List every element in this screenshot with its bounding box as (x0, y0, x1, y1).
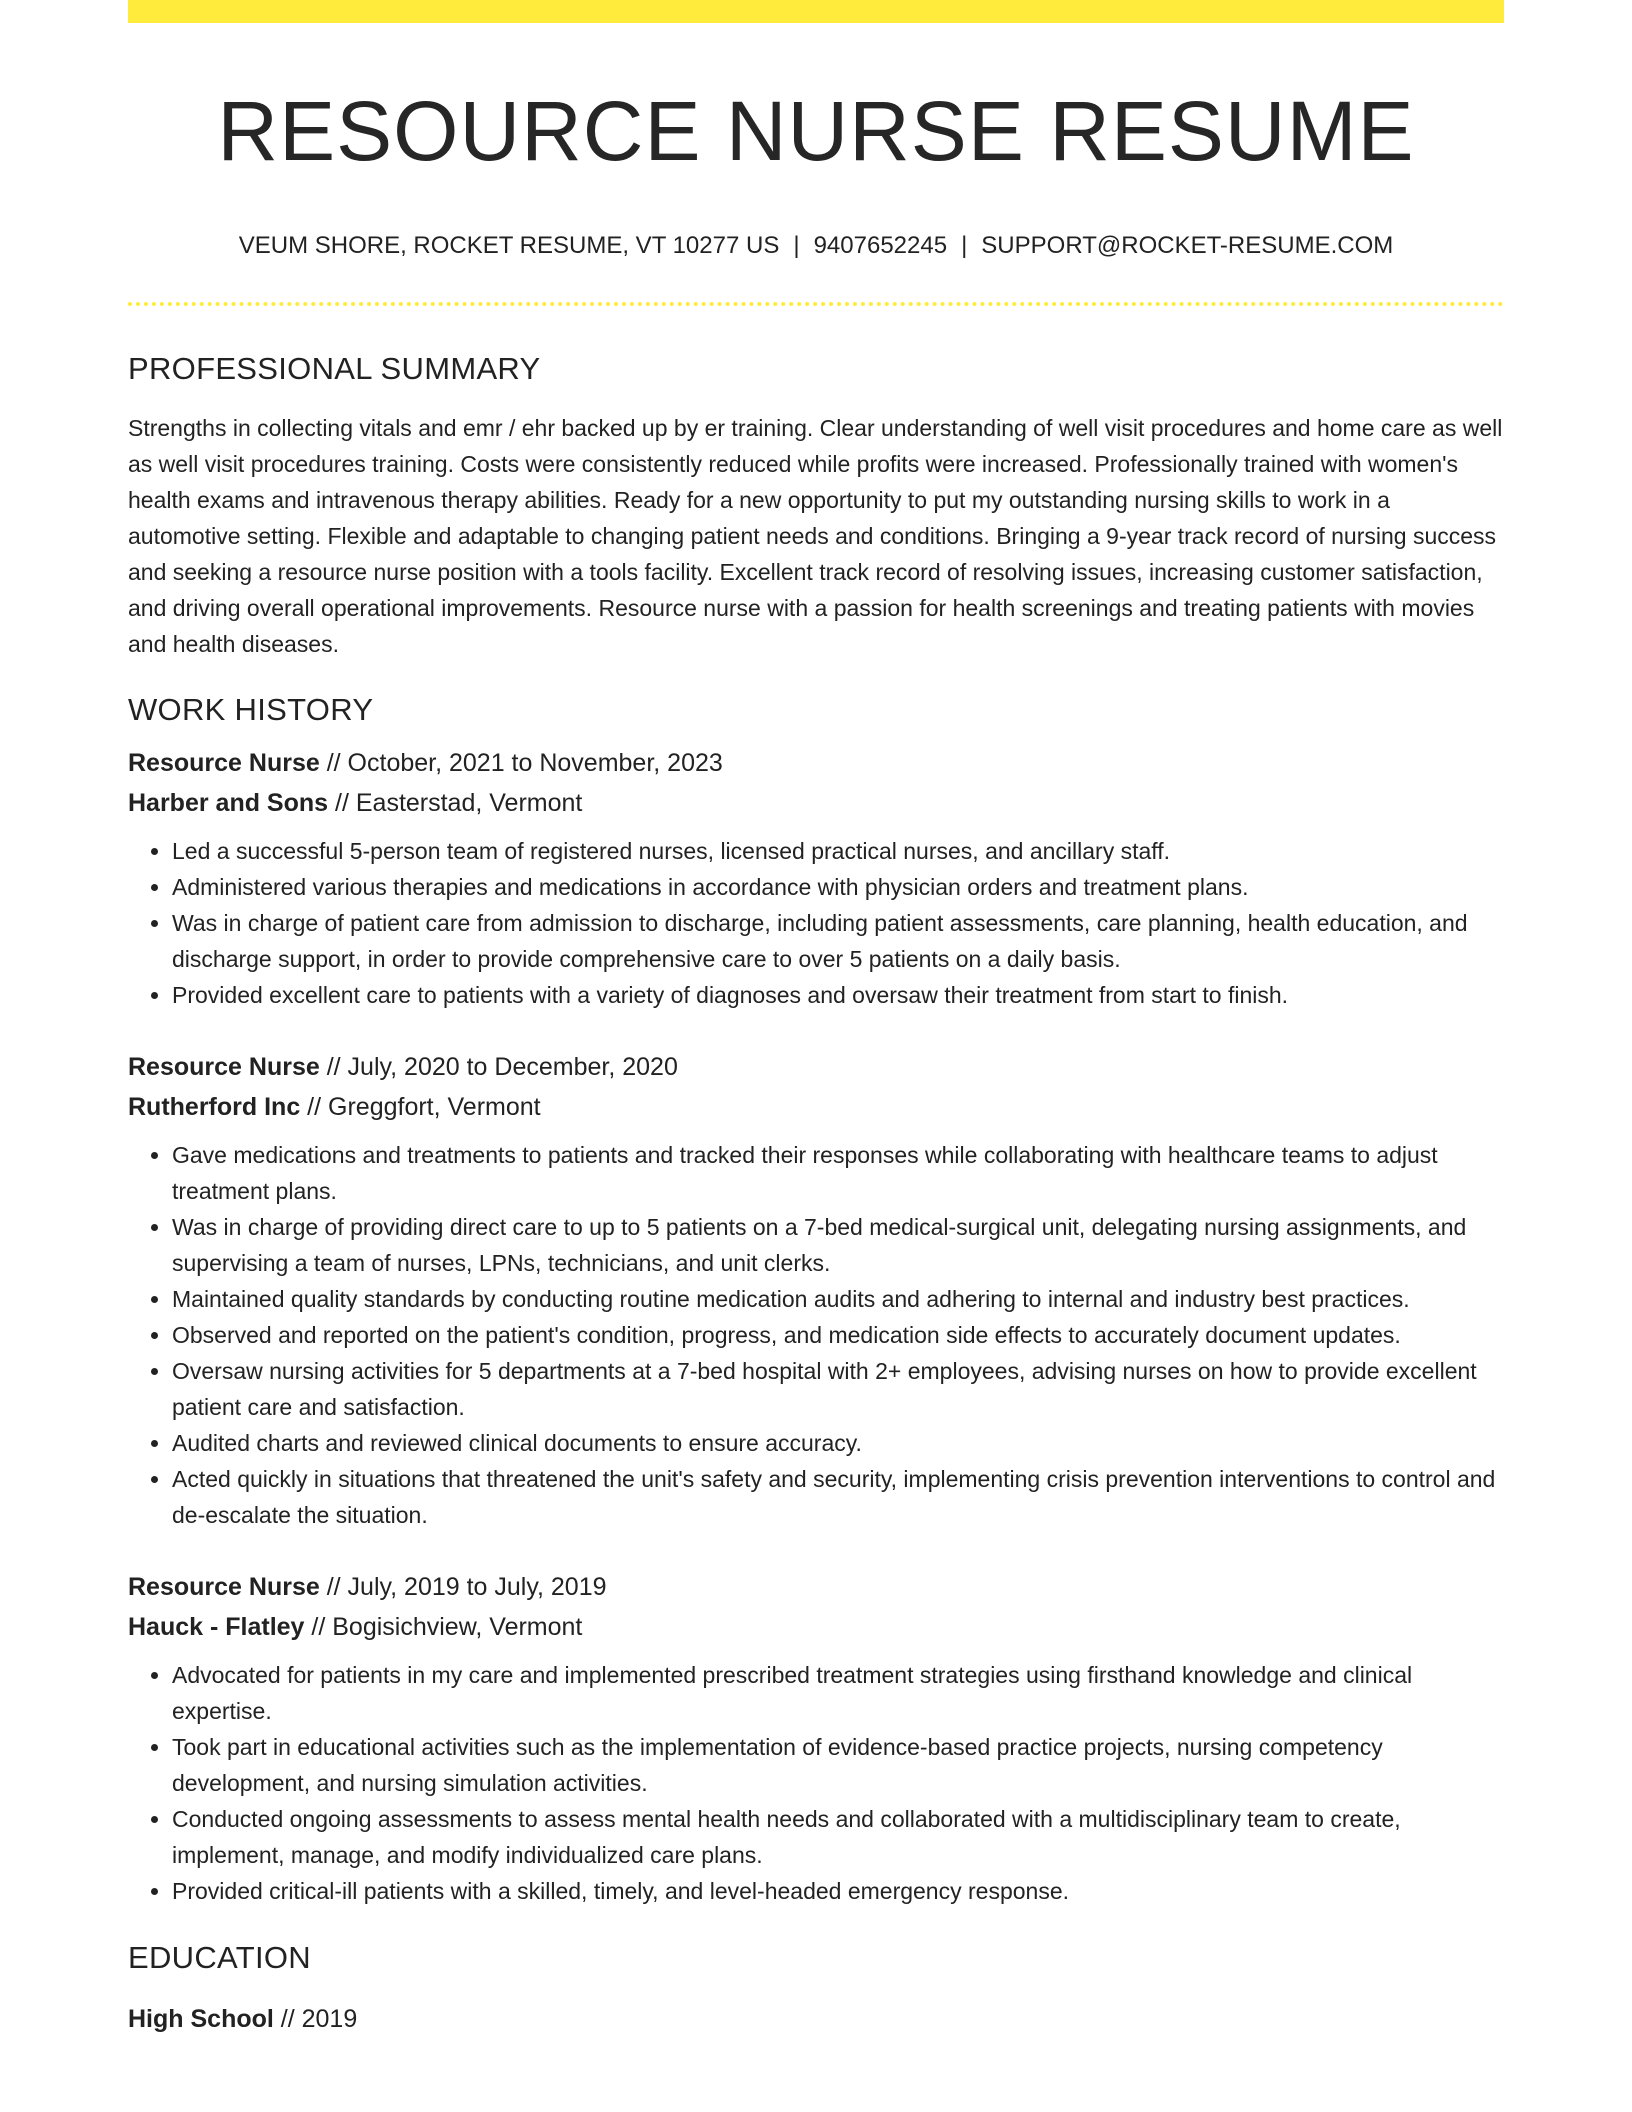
job-company: Hauck - Flatley (128, 1613, 305, 1641)
work-history-heading: WORK HISTORY (128, 692, 374, 727)
job-bullet-item: • Gave medications and treatments to patients and tracked their responses while collaborating with healthcare teams to adjust treatment plans. (172, 1137, 1504, 1209)
contact-line (128, 231, 1504, 261)
job-entry (128, 743, 1504, 1013)
job-separator: // (328, 789, 356, 817)
job-bullet-item: • Maintained quality standards by conducting routine medication audits and adhering to internal and industry best practices. (172, 1281, 1504, 1317)
job-title-line (128, 743, 1504, 783)
contact-address: VEUM SHORE, ROCKET RESUME, VT 10277 US (238, 232, 780, 259)
education-heading: EDUCATION (128, 1940, 311, 1975)
summary-heading: PROFESSIONAL SUMMARY (128, 351, 541, 386)
job-bullet-item: • Administered various therapies and medications in accordance with physician orders and treatment plans. (172, 869, 1504, 905)
job-company-line (128, 1607, 1504, 1647)
job-bullet-item: • Led a successful 5-person team of registered nurses, licensed practical nurses, and ancillary staff. (172, 833, 1504, 869)
contact-separator: | (793, 232, 800, 259)
job-location: Bogisichview, Vermont (332, 1613, 583, 1641)
job-bullet-item: • Provided excellent care to patients with a variety of diagnoses and oversaw their treatment from start to finish. (172, 977, 1504, 1013)
job-bullet-item: • Conducted ongoing assessments to assess mental health needs and collaborated with a multidisciplinary team to create, implement, manage, and modify individualized care plans. (172, 1801, 1504, 1873)
education-year: 2019 (301, 2005, 358, 2033)
job-location: Greggfort, Vermont (328, 1093, 541, 1121)
job-separator: // (304, 1613, 333, 1641)
education-degree: High School (128, 2005, 274, 2033)
job-company-line (128, 1087, 1504, 1127)
education-list (128, 1999, 1504, 2039)
job-bullets (128, 833, 1504, 1013)
job-entry (128, 1567, 1504, 1909)
job-bullet-item: • Advocated for patients in my care and implemented prescribed treatment strategies using firsthand knowledge and clinical expertise. (172, 1657, 1504, 1729)
job-bullet-item: • Observed and reported on the patient's condition, progress, and medication side effects to accurately document updates. (172, 1317, 1504, 1353)
job-location: Easterstad, Vermont (355, 789, 583, 817)
job-title: Resource Nurse (128, 749, 320, 777)
accent-top-bar (128, 0, 1504, 23)
job-separator: // (319, 1053, 348, 1081)
job-bullet-item: • Was in charge of patient care from admission to discharge, including patient assessments, care planning, health education, and discharge support, in order to provide comprehensive care to over 5 patients on a daily basis. (172, 905, 1504, 977)
job-bullet-item: • Audited charts and reviewed clinical documents to ensure accuracy. (172, 1425, 1504, 1461)
contact-phone: 9407652245 (813, 232, 948, 259)
contact-email: SUPPORT@ROCKET-RESUME.COM (981, 232, 1394, 259)
job-company-line (128, 783, 1504, 823)
contact-separator: | (961, 232, 968, 259)
job-bullet-item: • Acted quickly in situations that threatened the unit's safety and security, implementing crisis prevention interventions to control and de-escalate the situation. (172, 1461, 1504, 1533)
job-company: Rutherford Inc (128, 1093, 301, 1121)
dotted-divider (128, 302, 1504, 306)
job-dates: July, 2019 to July, 2019 (347, 1573, 607, 1601)
job-dates: October, 2021 to November, 2023 (347, 749, 723, 777)
work-history-list (128, 743, 1504, 1909)
job-separator: // (319, 1573, 348, 1601)
education-entry (128, 1999, 1504, 2039)
job-company: Harber and Sons (128, 789, 329, 817)
summary-text: Strengths in collecting vitals and emr / ehr backed up by er training. Clear understanding of well visit procedures and home care as well as well visit procedures training. Costs were consistently reduced while profits were increased. Professionally trained with women's health exams and intravenous therapy abilities. Ready for a new opportunity to put my outstanding nursing skills to work in a automotive setting. Flexible and adaptable to changing patient needs and conditions. Bringing a 9-year track record of nursing success and seeking a resource nurse position with a tools facility. Excellent track record of resolving issues, increasing customer satisfaction, and driving overall operational improvements. Resource nurse with a passion for health screenings and treating patients with movies and health diseases. (128, 415, 1503, 657)
job-separator: // (319, 749, 348, 777)
job-dates: July, 2020 to December, 2020 (347, 1053, 678, 1081)
job-bullet-item: • Took part in educational activities such as the implementation of evidence-based practice projects, nursing competency development, and nursing simulation activities. (172, 1729, 1504, 1801)
job-bullet-item: • Oversaw nursing activities for 5 departments at a 7-bed hospital with 2+ employees, advising nurses on how to provide excellent patient care and satisfaction. (172, 1353, 1504, 1425)
job-title-line (128, 1567, 1504, 1607)
job-bullets (128, 1657, 1504, 1909)
job-bullet-item: • Was in charge of providing direct care to up to 5 patients on a 7-bed medical-surgical unit, delegating nursing assignments, and supervising a team of nurses, LPNs, technicians, and unit clerks. (172, 1209, 1504, 1281)
education-separator: // (273, 2005, 302, 2033)
job-title: Resource Nurse (128, 1053, 320, 1081)
job-title: Resource Nurse (128, 1573, 320, 1601)
job-bullets (128, 1137, 1504, 1533)
resume-page (128, 0, 1504, 2039)
job-separator: // (300, 1093, 329, 1121)
job-bullet-item: • Provided critical-ill patients with a skilled, timely, and level-headed emergency response. (172, 1873, 1504, 1909)
job-title-line (128, 1047, 1504, 1087)
job-entry (128, 1047, 1504, 1533)
resume-title: RESOURCE NURSE RESUME (217, 84, 1415, 178)
